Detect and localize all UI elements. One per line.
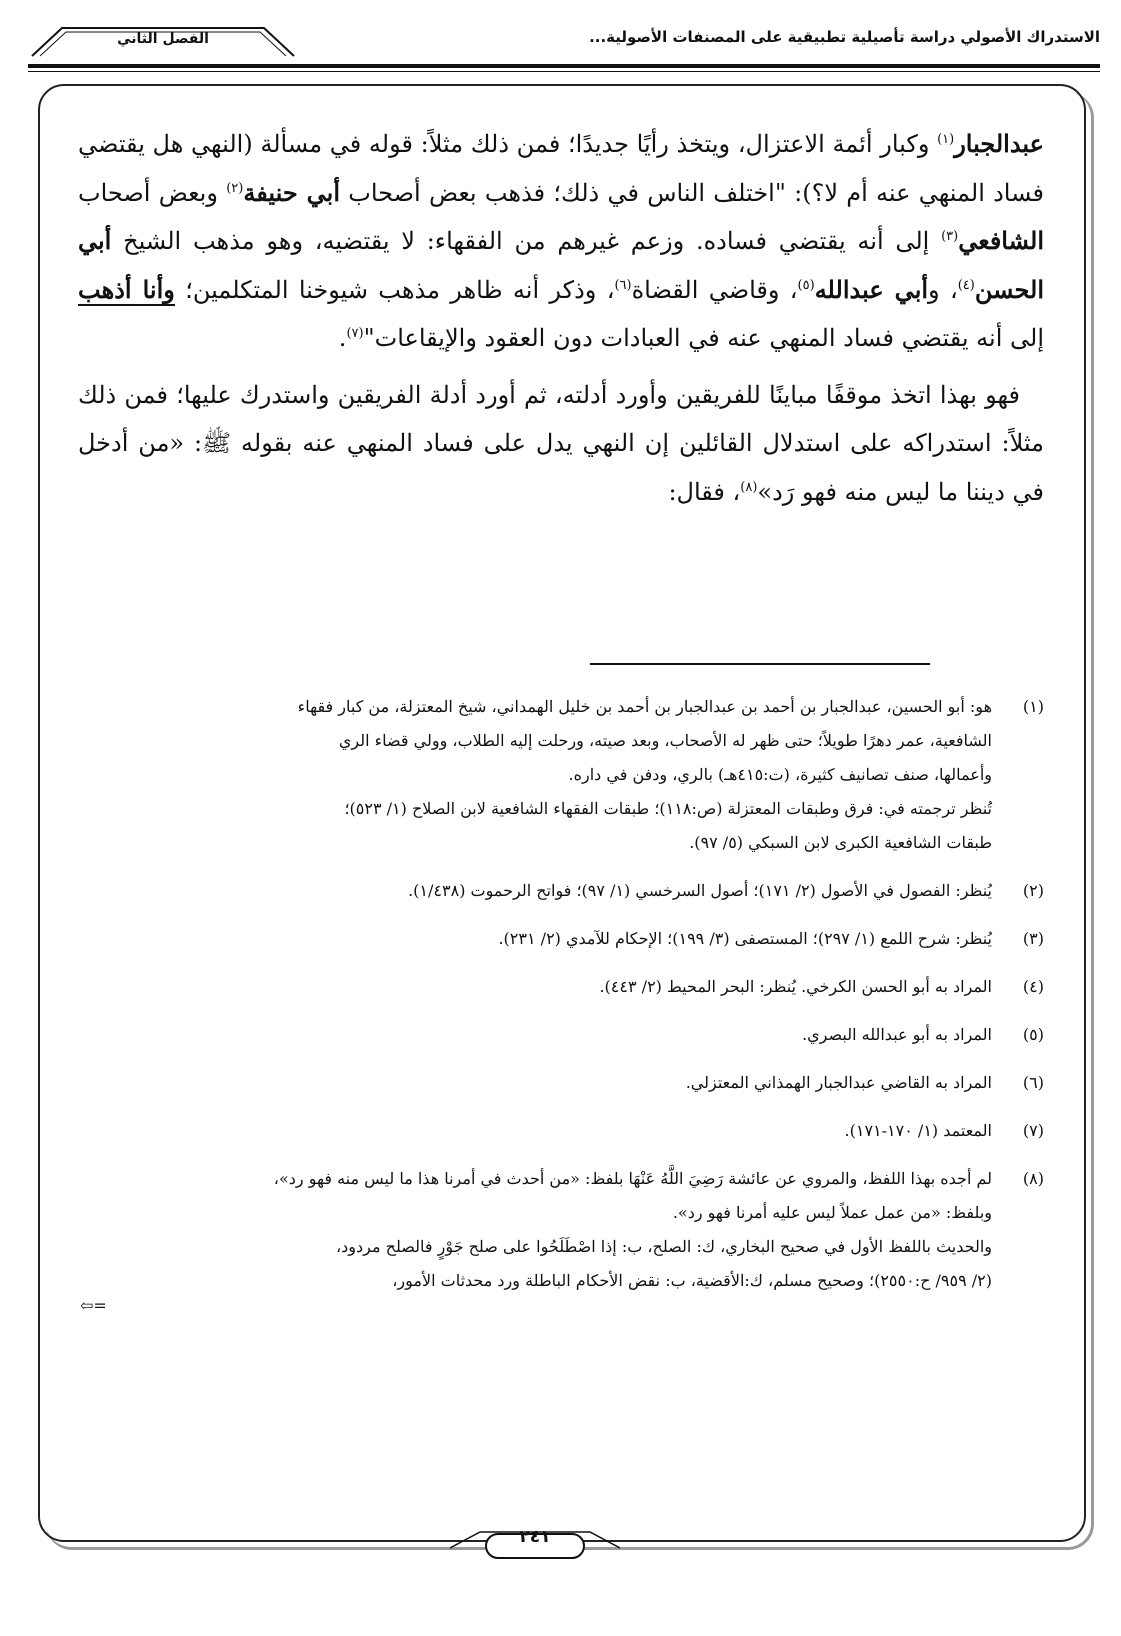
footnote-number: (٧)	[1022, 1121, 1044, 1140]
continuation-arrow-icon: ⇦=	[80, 1296, 107, 1315]
footnote-number: (٨)	[1022, 1169, 1044, 1188]
header-rule	[28, 64, 1100, 72]
footnote-7: (٧) المعتمد (١/ ١٧٠-١٧١).	[78, 1114, 1044, 1148]
footnote-1: (١) هو: أبو الحسين، عبدالجبار بن أحمد بن عبدالجبار بن أحمد بن خليل الهمداني، شيخ المعتزلة، من كبار فقهاء الشافعية، عمر دهرًا طويلاً؛ حتى ظهر له الأصحاب، وبعد صيته، ورحلت إليه الطلاب، وولي قضاء الري وأعمالها، صنف تصانيف كثيرة، (ت:٤١٥هـ) بالري، ودفن في داره. تُنظر ترجمته في: فرق وطبقات المعتزلة (ص:١١٨)؛ طبقات الفقهاء الشافعية لابن الصلاح (١/ ٥٢٣)؛ طبقات الشافعية الكبرى لابن السبكي (٥/ ٩٧).	[78, 690, 1044, 860]
page-number-tab	[450, 1518, 620, 1566]
paragraph-2: فهو بهذا اتخذ موقفًا مباينًا للفريقين وأورد أدلته، ثم أورد أدلة الفريقين واستدرك عليها؛ فمن ذلك مثلاً: استدراكه على استدلال القائلين إن النهي يدل على فساد المنهي عنه بقوله ﷺ: «من أدخل في ديننا ما ليس منه فهو رَد»$^{(٨)}$، فقال:	[78, 380, 1044, 506]
chapter-tab	[28, 18, 298, 64]
footnote-number: (١)	[1022, 697, 1044, 716]
footnote-2: (٢) يُنظر: الفصول في الأصول (٢/ ١٧١)؛ أصول السرخسي (١/ ٩٧)؛ فواتح الرحموت (١/٤٣٨).	[78, 874, 1044, 908]
chapter-label: الفصل الثاني	[117, 31, 209, 47]
footnote-number: (٤)	[1022, 977, 1044, 996]
footnote-number: (٦)	[1022, 1073, 1044, 1092]
footnote-number: (٥)	[1022, 1025, 1044, 1044]
footnote-3: (٣) يُنظر: شرح اللمع (١/ ٢٩٧)؛ المستصفى (٣/ ١٩٩)؛ الإحكام للآمدي (٢/ ٢٣١).	[78, 922, 1044, 956]
page-number: ٢٤١	[519, 1527, 551, 1547]
book-title: الاستدراك الأصولي دراسة تأصيلية تطبيقية على المصنفات الأصولية...	[589, 28, 1100, 46]
footnote-number: (٢)	[1022, 881, 1044, 900]
footnote-5: (٥) المراد به أبو عبدالله البصري.	[78, 1018, 1044, 1052]
footnote-4: (٤) المراد به أبو الحسن الكرخي. يُنظر: البحر المحيط (٢/ ٤٤٣).	[78, 970, 1044, 1004]
footnote-number: (٣)	[1022, 929, 1044, 948]
footnotes	[78, 690, 1044, 1314]
paragraph-1: عبدالجبار$^{(١)}$ وكبار أئمة الاعتزال، ويتخذ رأيًا جديدًا؛ فمن ذلك مثلاً: قوله في مسألة (النهي هل يقتضي فساد المنهي عنه أم لا؟): "اختلف الناس في ذلك؛ فذهب بعض أصحاب أبي حنيفة$^{(٢)}$ وبعض أصحاب الشافعي$^{(٣)}$ إلى أنه يقتضي فساده. وزعم غيرهم من الفقهاء: لا يقتضيه، وهو مذهب الشيخ أبي الحسن$^{(٤)}$، وأبي عبدالله$^{(٥)}$، وقاضي القضاة$^{(٦)}$، وذكر أنه ظاهر مذهب شيوخنا المتكلمين؛ وأنا أذهب إلى أنه يقتضي فساد المنهي عنه في العبادات دون العقود والإيقاعات"$^{(٧)}$.	[78, 129, 1044, 352]
footnote-separator	[590, 663, 930, 665]
main-text	[78, 120, 1044, 516]
footnote-8: (٨) لم أجده بهذا اللفظ، والمروي عن عائشة رَضِيَ اللَّهُ عَنْهَا بلفظ: «من أحدث في أمرنا هذا ما ليس منه فهو رد»، وبلفظ: «من عمل عملاً ليس عليه أمرنا فهو رد». والحديث باللفظ الأول في صحيح البخاري، ك: الصلح، ب: إذا اصْطَلَحُوا على صلح جَوْرٍ فالصلح مردود، (٢/ ٩٥٩/ ح:٢٥٥٠)؛ وصحيح مسلم، ك:الأقضية، ب: نقض الأحكام الباطلة ورد محدثات الأمور، ⇦=	[78, 1162, 1044, 1314]
footnote-6: (٦) المراد به القاضي عبدالجبار الهمذاني المعتزلي.	[78, 1066, 1044, 1100]
page-header	[28, 18, 1100, 68]
